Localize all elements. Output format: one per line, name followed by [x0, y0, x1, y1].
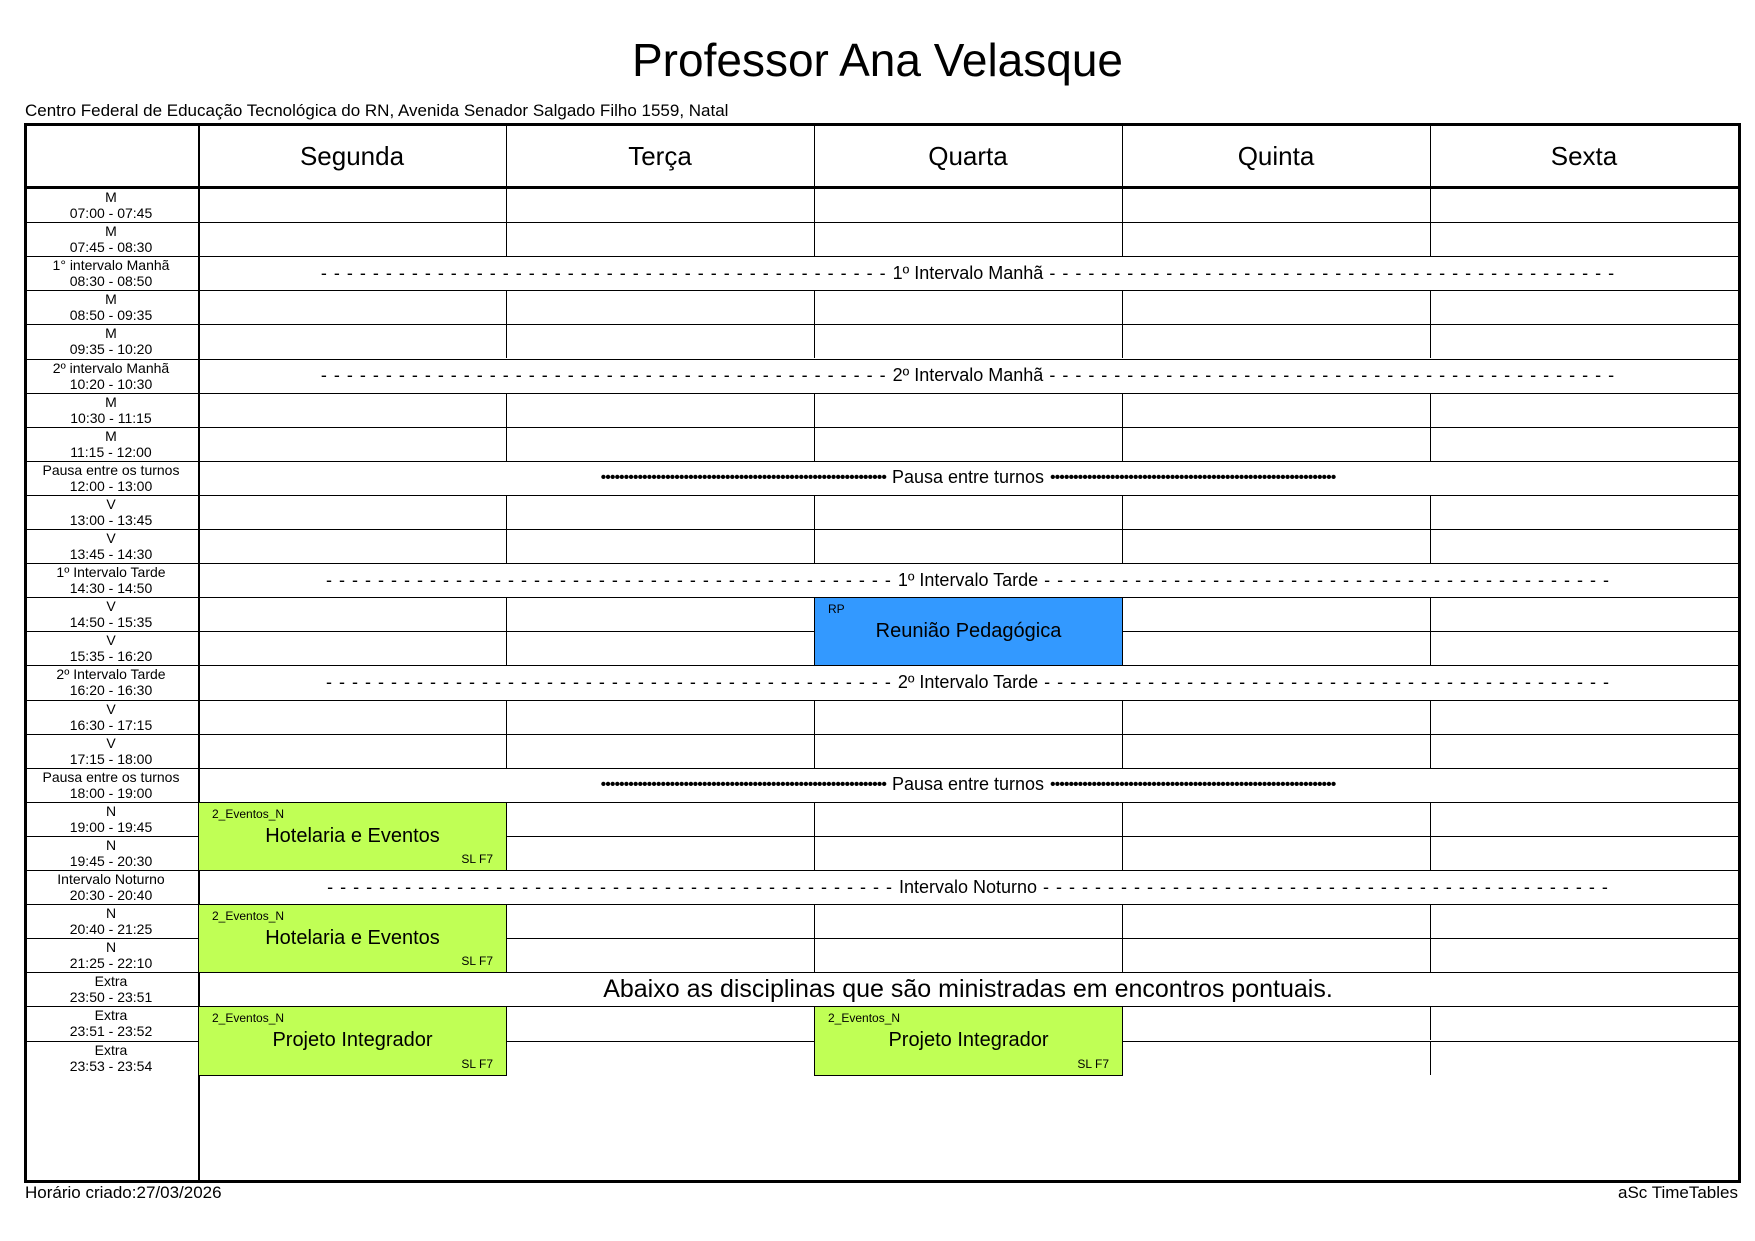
- break-row: [198, 256, 1738, 290]
- period-time: 10:20 - 10:30: [69, 375, 153, 392]
- day-column-divider: [1430, 222, 1431, 256]
- period-time: 20:30 - 20:40: [69, 887, 153, 904]
- created-date: Horário criado:27/03/2026: [25, 1183, 222, 1202]
- period-label: [27, 222, 195, 256]
- break-label: 1º Intervalo Manhã: [892, 262, 1044, 283]
- lesson-code: 2_Eventos_N: [212, 806, 285, 821]
- period-name: V: [106, 495, 116, 512]
- day-column-divider: [1122, 700, 1123, 734]
- period-name: N: [105, 836, 117, 853]
- break-fill: - - - - - - - - - - - - - - - - - - - - - - - - - - - - - - - - - - - - - - - - - - - -: [1049, 365, 1616, 386]
- break-label: Pausa entre turnos: [891, 774, 1045, 795]
- timetable-grid: [24, 123, 1741, 1183]
- row-divider: [27, 700, 1738, 701]
- day-column-divider: [1122, 427, 1123, 461]
- break-label: 2º Intervalo Tarde: [897, 671, 1039, 692]
- day-column-divider: [1430, 938, 1431, 972]
- period-label: [27, 1006, 195, 1040]
- period-label: [27, 290, 195, 324]
- break-label: 2º Intervalo Manhã: [892, 365, 1044, 386]
- day-column-divider: [814, 836, 815, 870]
- day-column-divider: [1430, 700, 1431, 734]
- period-label: [27, 836, 195, 870]
- period-label: [27, 393, 195, 427]
- period-label: [27, 359, 195, 393]
- period-label: [27, 700, 195, 734]
- period-label: [27, 904, 195, 938]
- day-header: Quinta: [1237, 140, 1315, 171]
- page-title: Professor Ana Velasque: [632, 34, 1123, 86]
- row-divider: [27, 495, 1738, 496]
- period-name: M: [105, 189, 117, 206]
- lesson-card[interactable]: [198, 904, 507, 973]
- period-label: [27, 870, 195, 904]
- period-name: Extra: [94, 973, 128, 990]
- day-column-divider: [506, 393, 507, 427]
- break-row: [198, 768, 1738, 802]
- lesson-card[interactable]: [198, 802, 507, 871]
- period-label: [27, 495, 195, 529]
- day-column-divider: [1430, 734, 1431, 768]
- period-time: 18:00 - 19:00: [69, 784, 153, 801]
- period-name: V: [106, 734, 116, 751]
- break-row: [198, 563, 1738, 597]
- period-name: 2º Intervalo Tarde: [56, 666, 166, 683]
- period-label: [27, 461, 195, 495]
- period-name: N: [105, 905, 117, 922]
- day-column-divider: [506, 324, 507, 358]
- period-name: Pausa entre os turnos: [42, 768, 180, 785]
- row-divider: [27, 427, 1738, 428]
- day-column-divider: [1430, 1006, 1431, 1040]
- day-column-divider: [1430, 393, 1431, 427]
- period-name: Extra: [94, 1041, 128, 1058]
- period-name: V: [106, 700, 116, 717]
- period-time: 19:45 - 20:30: [69, 852, 153, 869]
- row-divider: [27, 290, 1738, 291]
- day-header: Quarta: [928, 140, 1008, 171]
- day-header: Segunda: [299, 140, 405, 171]
- period-label: [27, 631, 195, 665]
- period-label: [27, 256, 195, 290]
- break-row: [198, 461, 1738, 495]
- day-column-divider: [814, 495, 815, 529]
- day-column-divider: [1430, 836, 1431, 870]
- break-fill: - - - - - - - - - - - - - - - - - - - - - - - - - - - - - - - - - - - - - - - - - - - -: [1044, 671, 1610, 692]
- period-time: 08:30 - 08:50: [69, 273, 153, 290]
- period-name: M: [105, 291, 117, 308]
- row-divider: [27, 324, 1738, 325]
- break-fill: ••••••••••••••••••••••••••••••••••••••••••••••••••••••••••••••: [1050, 468, 1336, 486]
- day-column-divider: [1122, 290, 1123, 324]
- day-column-divider: [506, 188, 507, 222]
- lesson-card[interactable]: [814, 597, 1123, 666]
- header-divider: [27, 186, 1738, 189]
- period-time: 07:00 - 07:45: [69, 205, 153, 222]
- break-label: 1º Intervalo Tarde: [897, 569, 1039, 590]
- day-column-divider: [814, 938, 815, 972]
- period-time: 07:45 - 08:30: [69, 239, 153, 256]
- break-fill: - - - - - - - - - - - - - - - - - - - - - - - - - - - - - - - - - - - - - - - - - - - -: [326, 569, 892, 590]
- period-time: 19:00 - 19:45: [69, 818, 153, 835]
- day-column-divider: [1122, 495, 1123, 529]
- day-column-divider: [1430, 631, 1431, 665]
- row-divider: [27, 222, 1738, 223]
- period-time: 17:15 - 18:00: [69, 750, 153, 767]
- break-fill: - - - - - - - - - - - - - - - - - - - - - - - - - - - - - - - - - - - - - - - - - - - -: [1044, 569, 1610, 590]
- day-column-divider: [814, 188, 815, 222]
- day-column-divider: [814, 427, 815, 461]
- break-fill: - - - - - - - - - - - - - - - - - - - - - - - - - - - - - - - - - - - - - - - - - - - -: [326, 671, 892, 692]
- day-column-divider: [1122, 188, 1123, 222]
- day-column-divider: [1122, 802, 1123, 836]
- day-column-divider: [506, 734, 507, 768]
- period-label: [27, 188, 195, 222]
- day-column-divider: [1430, 495, 1431, 529]
- period-label: [27, 665, 195, 699]
- day-column-divider: [814, 324, 815, 358]
- day-column-divider: [1430, 126, 1431, 186]
- period-name: M: [105, 427, 117, 444]
- day-column-divider: [1122, 324, 1123, 358]
- day-column-divider: [1122, 126, 1123, 186]
- period-label: [27, 802, 195, 836]
- day-column-divider: [1430, 427, 1431, 461]
- day-column-divider: [506, 222, 507, 256]
- day-column-divider: [506, 290, 507, 324]
- period-name: M: [105, 393, 117, 410]
- period-time: 23:51 - 23:52: [69, 1023, 153, 1040]
- day-column-divider: [1122, 734, 1123, 768]
- break-label: Intervalo Noturno: [898, 876, 1038, 897]
- period-name: N: [105, 802, 117, 819]
- break-row: [198, 665, 1738, 699]
- period-name: 1º Intervalo Tarde: [56, 564, 166, 581]
- break-row: [198, 870, 1738, 904]
- lesson-room: SL F7: [461, 1056, 493, 1071]
- day-column-divider: [814, 290, 815, 324]
- lesson-subject: Projeto Integrador: [272, 1029, 433, 1052]
- period-label: [27, 529, 195, 563]
- row-divider: [27, 393, 1738, 394]
- lesson-code: RP: [828, 602, 845, 617]
- period-time: 14:50 - 15:35: [69, 614, 153, 631]
- day-column-divider: [814, 802, 815, 836]
- period-time: 10:30 - 11:15: [70, 409, 152, 426]
- period-label: [27, 563, 195, 597]
- break-fill: - - - - - - - - - - - - - - - - - - - - - - - - - - - - - - - - - - - - - - - - - - - -: [1049, 262, 1616, 283]
- period-time: 09:35 - 10:20: [69, 341, 153, 358]
- period-label: [27, 972, 195, 1006]
- row-divider: [27, 734, 1738, 735]
- period-time: 23:50 - 23:51: [69, 989, 153, 1006]
- row-divider: [27, 529, 1738, 530]
- break-fill: - - - - - - - - - - - - - - - - - - - - - - - - - - - - - - - - - - - - - - - - - - - -: [320, 262, 887, 283]
- break-label: Abaixo as disciplinas que são ministradas em encontros pontuais.: [603, 974, 1333, 1003]
- day-column-divider: [814, 222, 815, 256]
- day-column-divider: [1430, 904, 1431, 938]
- break-fill: - - - - - - - - - - - - - - - - - - - - - - - - - - - - - - - - - - - - - - - - - - - -: [327, 876, 893, 897]
- day-column-divider: [814, 126, 815, 186]
- break-fill: ••••••••••••••••••••••••••••••••••••••••••••••••••••••••••••••: [600, 468, 886, 486]
- day-column-divider: [506, 126, 507, 186]
- day-column-divider: [1430, 188, 1431, 222]
- day-column-divider: [1122, 904, 1123, 938]
- day-column-divider: [506, 495, 507, 529]
- day-column-divider: [814, 700, 815, 734]
- day-column-divider: [1122, 529, 1123, 563]
- break-row: [198, 359, 1738, 393]
- period-time: 16:30 - 17:15: [69, 716, 153, 733]
- day-column-divider: [1430, 324, 1431, 358]
- period-name: Extra: [94, 1007, 128, 1024]
- period-label: [27, 597, 195, 631]
- period-label: [27, 734, 195, 768]
- day-column-divider: [1122, 836, 1123, 870]
- break-fill: - - - - - - - - - - - - - - - - - - - - - - - - - - - - - - - - - - - - - - - - - - - -: [320, 365, 887, 386]
- day-column-divider: [506, 597, 507, 631]
- period-name: M: [105, 325, 117, 342]
- lesson-card[interactable]: [198, 1006, 507, 1075]
- day-column-divider: [814, 393, 815, 427]
- day-column-divider: [1430, 1041, 1431, 1075]
- day-column-divider: [506, 631, 507, 665]
- period-name: Pausa entre os turnos: [42, 461, 180, 478]
- day-column-divider: [1430, 597, 1431, 631]
- day-column-divider: [1430, 290, 1431, 324]
- lesson-subject: Hotelaria e Eventos: [265, 927, 440, 950]
- lesson-room: SL F7: [461, 851, 493, 866]
- period-name: Intervalo Noturno: [57, 871, 165, 888]
- period-time: 23:53 - 23:54: [69, 1057, 153, 1074]
- period-label: [27, 1041, 195, 1075]
- break-fill: ••••••••••••••••••••••••••••••••••••••••••••••••••••••••••••••: [1050, 775, 1336, 793]
- brand-label: aSc TimeTables: [1618, 1183, 1738, 1202]
- period-time: 13:45 - 14:30: [69, 546, 153, 563]
- day-column-divider: [1122, 222, 1123, 256]
- day-column-divider: [506, 529, 507, 563]
- day-column-divider: [506, 427, 507, 461]
- period-label: [27, 427, 195, 461]
- period-name: V: [106, 598, 116, 615]
- lesson-subject: Reunião Pedagógica: [875, 620, 1062, 643]
- period-name: 1° intervalo Manhã: [52, 257, 170, 274]
- period-time: 16:20 - 16:30: [69, 682, 153, 699]
- period-name: V: [106, 530, 116, 547]
- period-time: 12:00 - 13:00: [69, 477, 153, 494]
- lesson-code: 2_Eventos_N: [212, 909, 285, 924]
- day-header: Sexta: [1550, 140, 1618, 171]
- day-header: Terça: [628, 140, 692, 171]
- lesson-room: SL F7: [461, 954, 493, 969]
- lesson-card[interactable]: [814, 1006, 1123, 1075]
- period-name: 2º intervalo Manhã: [52, 359, 170, 376]
- break-row: [198, 972, 1738, 1006]
- lesson-code: 2_Eventos_N: [828, 1011, 901, 1026]
- period-time: 20:40 - 21:25: [69, 921, 153, 938]
- lesson-subject: Projeto Integrador: [888, 1029, 1049, 1052]
- day-column-divider: [1122, 393, 1123, 427]
- period-time: 11:15 - 12:00: [70, 443, 152, 460]
- period-name: N: [105, 939, 117, 956]
- break-fill: - - - - - - - - - - - - - - - - - - - - - - - - - - - - - - - - - - - - - - - - - - - -: [1043, 876, 1609, 897]
- day-column-divider: [814, 904, 815, 938]
- day-column-divider: [814, 734, 815, 768]
- day-column-divider: [506, 700, 507, 734]
- period-label: [27, 324, 195, 358]
- lesson-subject: Hotelaria e Eventos: [265, 824, 440, 847]
- day-column-divider: [1430, 529, 1431, 563]
- period-time: 08:50 - 09:35: [69, 307, 153, 324]
- period-time: 14:30 - 14:50: [69, 580, 153, 597]
- break-fill: ••••••••••••••••••••••••••••••••••••••••••••••••••••••••••••••: [600, 775, 886, 793]
- school-address: Centro Federal de Educação Tecnológica do RN, Avenida Senador Salgado Filho 1559, Natal: [25, 101, 729, 120]
- period-time: 13:00 - 13:45: [69, 511, 153, 528]
- period-time: 15:35 - 16:20: [69, 648, 153, 665]
- period-time: 21:25 - 22:10: [69, 955, 153, 972]
- period-name: M: [105, 223, 117, 240]
- break-label: Pausa entre turnos: [891, 467, 1045, 488]
- day-column-divider: [814, 529, 815, 563]
- lesson-code: 2_Eventos_N: [212, 1011, 285, 1026]
- day-column-divider: [1122, 938, 1123, 972]
- period-name: V: [106, 632, 116, 649]
- lesson-room: SL F7: [1077, 1056, 1109, 1071]
- period-label: [27, 768, 195, 802]
- day-column-divider: [1430, 802, 1431, 836]
- period-label: [27, 938, 195, 972]
